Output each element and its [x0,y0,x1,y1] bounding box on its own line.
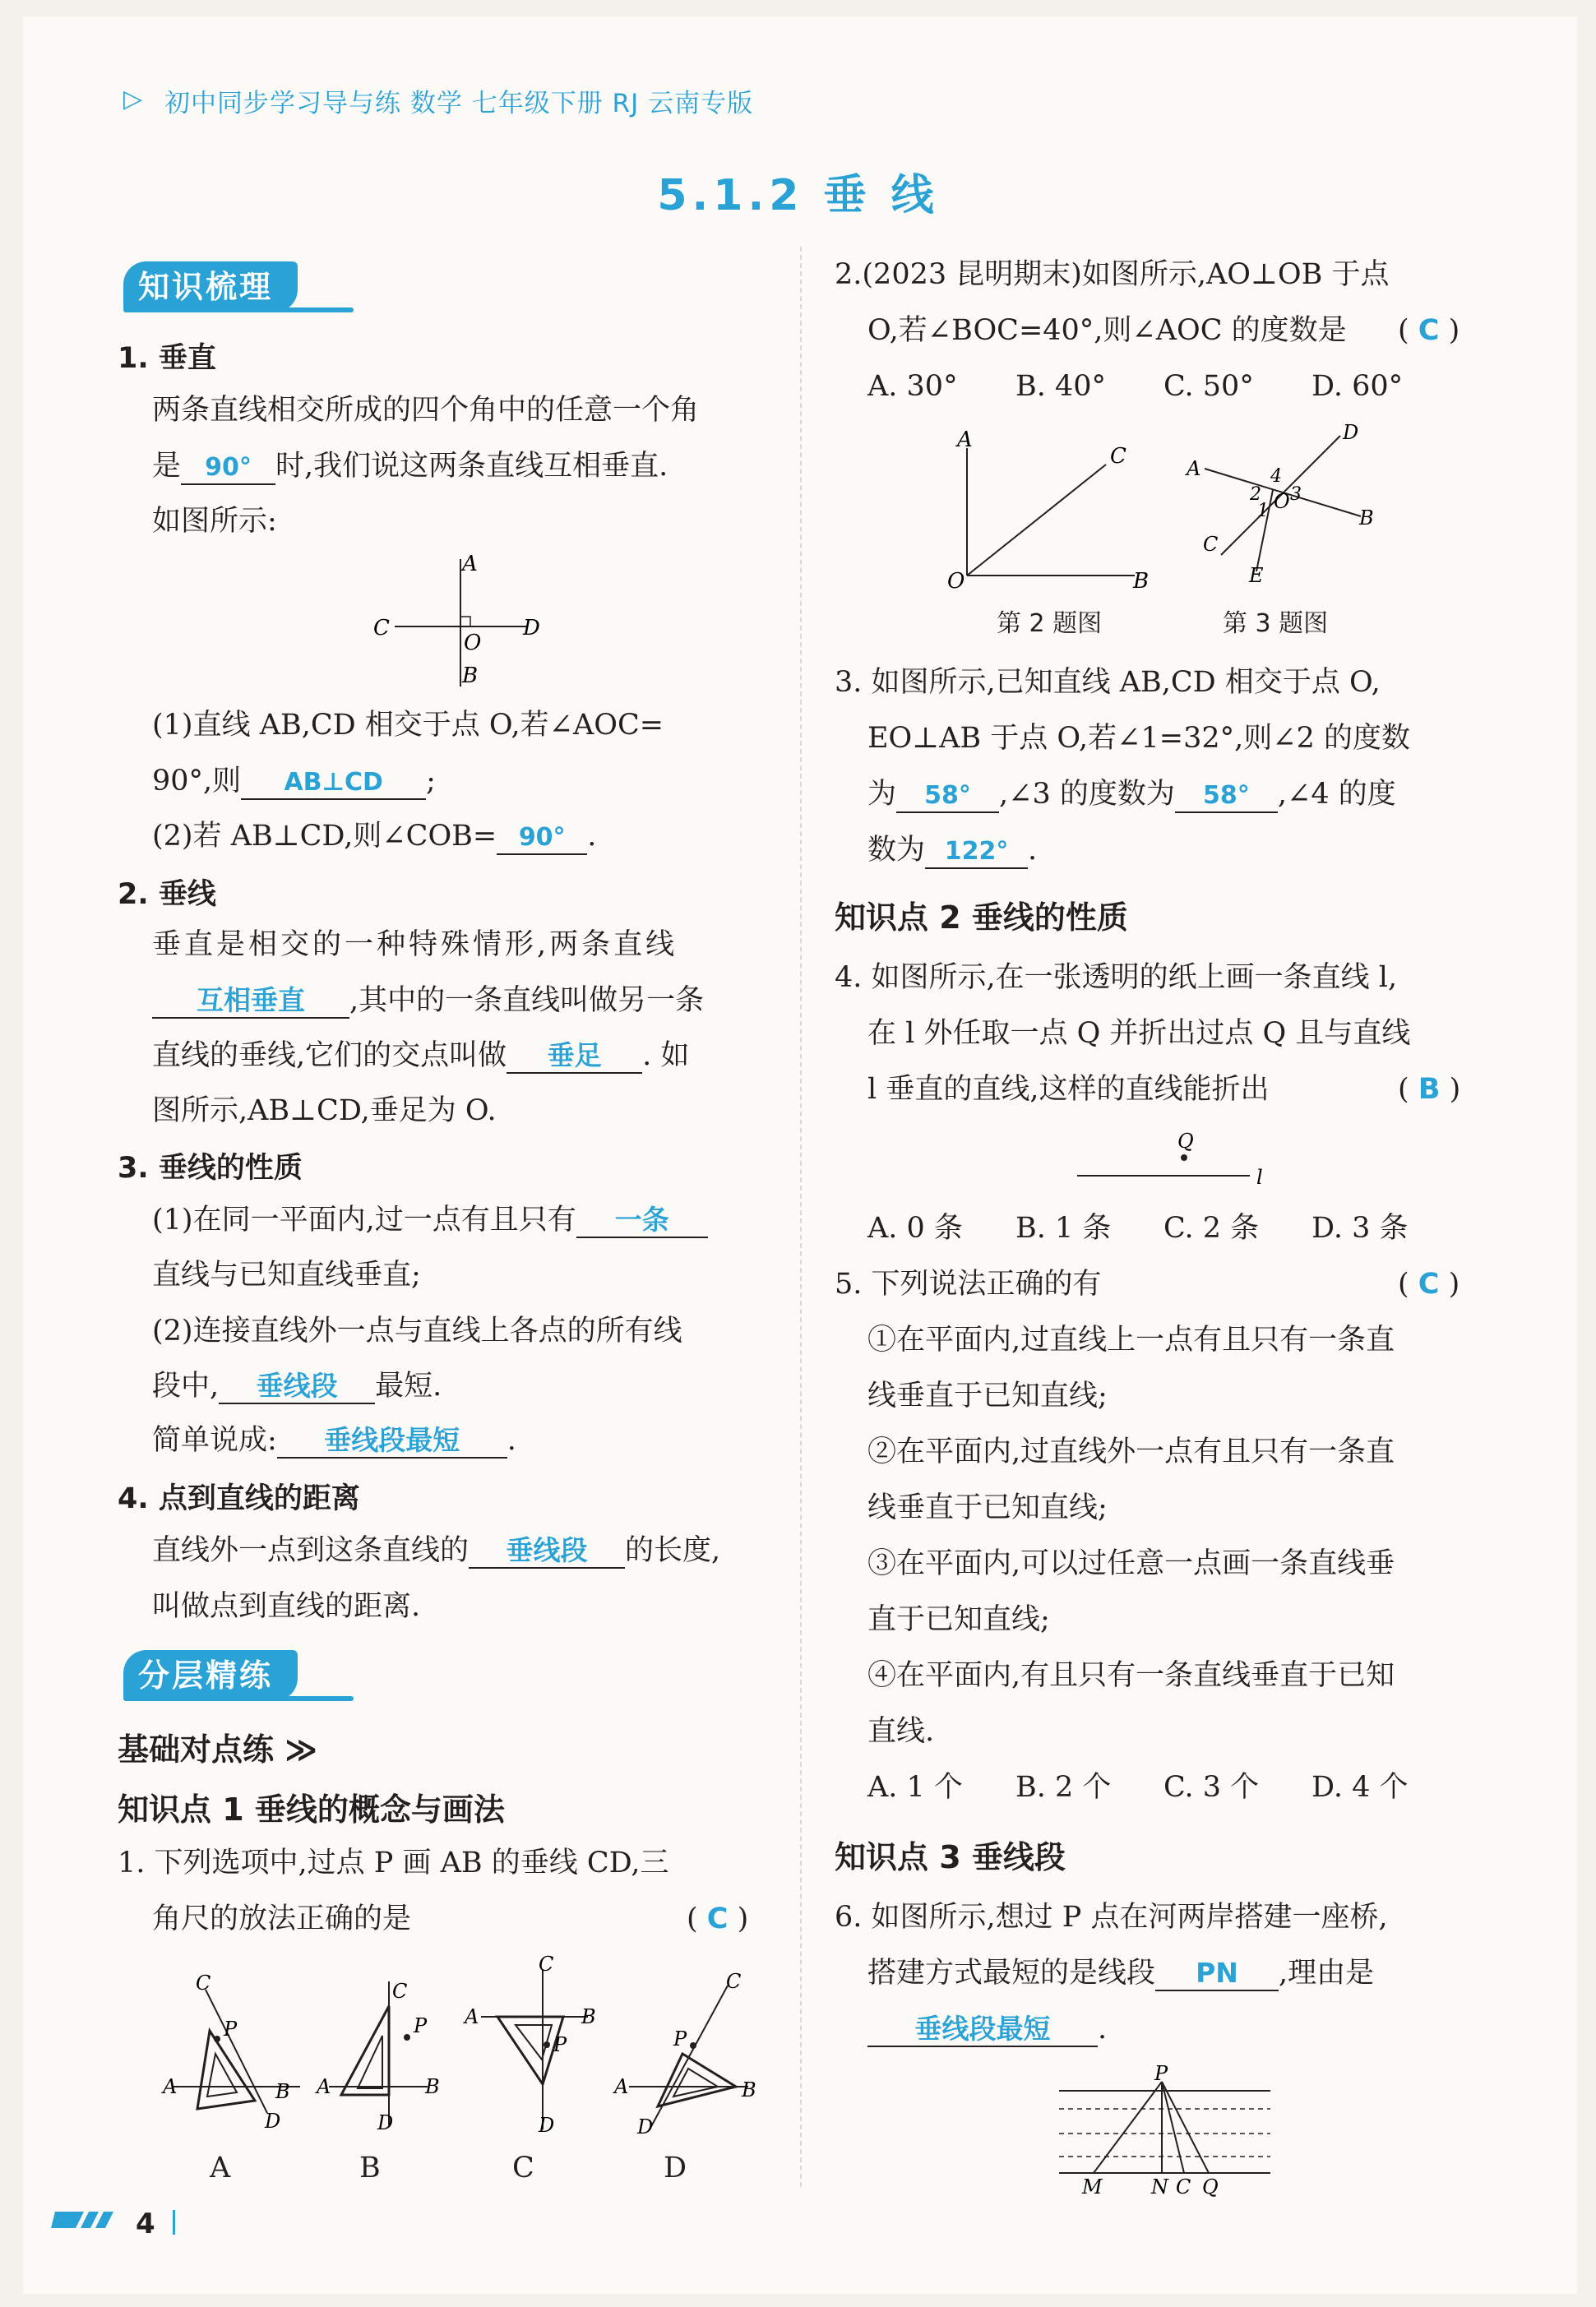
svg-text:2: 2 [1250,484,1261,505]
option-b-figure [317,1965,456,2138]
svg-text:1: 1 [1257,501,1269,521]
option-b-label: B [359,2152,381,2184]
answer-blank: AB⊥CD [241,767,426,800]
svg-text:A: A [957,428,973,452]
answer-blank: 互相垂直 [152,983,349,1019]
svg-text:B: B [1359,506,1374,529]
svg-text:D: D [523,616,540,640]
svg-text:Q: Q [1177,1130,1194,1153]
answer-blank: 58° [896,780,999,813]
knowledge-point-1: 知识点 1 垂线的概念与画法 [118,1792,505,1828]
option-a-label: A [210,2152,231,2184]
statement-line: ③在平面内,可以过任意一点画一条直线垂 [867,1547,1395,1580]
answer-blank: 58° [1175,780,1278,813]
svg-text:A: A [462,552,478,576]
svg-text:3: 3 [1290,484,1302,505]
option-c-label: C [512,2152,534,2184]
question-1-line: 1. 下列选项中,过点 P 画 AB 的垂线 CD,三 [118,1847,669,1879]
svg-text:D: D [1343,421,1359,444]
svg-text:C: C [539,1953,554,1976]
svg-text:C: C [196,1972,211,1995]
svg-text:P: P [673,2027,687,2050]
badge-underline [123,307,354,312]
question-2-option-a: A. 30° [867,370,958,403]
question-5-line: 5. 下列说法正确的有 [835,1268,1102,1301]
svg-text:D: D [539,2114,555,2137]
question-2-option-d: D. 60° [1311,370,1404,403]
paragraph-line: 两条直线相交所成的四个角中的任意一个角 [152,394,700,427]
svg-text:D: D [377,2111,394,2134]
svg-text:C: C [373,616,390,640]
figure-question-4 [1069,1125,1283,1190]
paragraph-line: 是 90° 时,我们说这两条直线互相垂直. [152,438,668,494]
svg-text:O: O [464,631,482,655]
question-2-line: O,若∠BOC=40°,则∠AOC 的度数是 [867,314,1347,347]
svg-text:B: B [742,2078,756,2101]
paragraph-line: 直线外一点到这条直线的 垂线段 的长度, [152,1523,720,1579]
answer-blank: 垂线段最短 [277,1423,507,1459]
svg-text:B: B [425,2075,440,2098]
svg-text:B: B [462,663,479,688]
option-d-label: D [664,2152,687,2184]
svg-text:C: C [1110,444,1126,469]
question-2-answer: ( C ) [1398,314,1460,347]
column-divider [800,247,802,2187]
question-5-option-d: D. 4 个 [1311,1771,1409,1804]
footer-stripe-icon [51,2208,117,2232]
svg-text:B: B [581,2005,596,2028]
question-5-answer: ( C ) [1398,1268,1460,1301]
svg-text:A: A [465,2005,479,2028]
statement-line: ①在平面内,过直线上一点有且只有一条直 [867,1324,1395,1357]
svg-text:A: A [1187,457,1201,480]
running-header: 初中同步学习导与练 数学 七年级下册 RJ 云南专版 [164,89,754,118]
svg-text:B: B [1133,569,1150,594]
section-badge-practice: 分层精练 [123,1650,298,1701]
paragraph-line: 简单说成: 垂线段最短 . [152,1412,516,1468]
question-4-line: l 垂直的直线,这样的直线能折出 [867,1073,1270,1106]
svg-text:M: M [1082,2175,1103,2198]
question-4-line: 4. 如图所示,在一张透明的纸上画一条直线 l, [835,961,1398,994]
answer-blank: PN [1155,1956,1279,1991]
svg-text:4: 4 [1270,466,1282,487]
heading-perpendicular: 1. 垂直 [118,342,216,375]
svg-text:Q: Q [1202,2175,1219,2198]
question-4-option-a: A. 0 条 [867,1212,963,1245]
svg-text:O: O [1274,490,1290,513]
svg-text:A: A [614,2075,629,2098]
question-3-line: 为 58° ,∠3 的度数为 58° ,∠4 的度 [867,766,1396,822]
section-badge-knowledge: 知识梳理 [123,261,298,312]
basic-practice-heading: 基础对点练 ≫ [118,1731,318,1768]
svg-text:C: C [1176,2175,1191,2198]
paragraph-line: 如图所示: [152,505,277,538]
answer-blank: 垂线段 [469,1533,625,1569]
svg-text:N: N [1151,2175,1168,2198]
page-number: 4 [136,2208,155,2240]
statement-line: 直于已知直线; [867,1603,1050,1636]
question-6-line: 搭建方式最短的是线段 PN ,理由是 [867,1945,1374,2001]
question-line: (1)直线 AB,CD 相交于点 O,若∠AOC= [152,709,664,742]
question-1-answer: ( C ) [687,1902,749,1935]
option-d-figure [613,1965,765,2138]
answer-blank: 90° [181,452,275,485]
question-5-option-c: C. 3 个 [1163,1771,1260,1804]
paragraph-line: 垂直是相交的一种特殊情形,两条直线 [152,928,678,961]
svg-text:P: P [224,2018,238,2041]
page-title: 5.1.2 垂 线 [657,171,939,220]
svg-text:A: A [163,2075,178,2098]
option-c-figure [465,1953,621,2138]
svg-text:A: A [317,2075,331,2098]
question-2-line: 2.(2023 昆明期末)如图所示,AO⊥OB 于点 [835,258,1390,291]
question-2-option-c: C. 50° [1163,370,1254,403]
answer-blank: 垂线段最短 [867,2012,1098,2047]
svg-text:B: B [275,2080,290,2103]
figure-question-2 [946,423,1168,596]
question-4-answer: ( B ) [1398,1073,1461,1106]
knowledge-point-3: 知识点 3 垂线段 [835,1839,1066,1875]
figure-question-3 [1180,419,1402,596]
paragraph-line: (1)在同一平面内,过一点有且只有 一条 [152,1192,708,1248]
question-4-option-b: B. 1 条 [1015,1212,1112,1245]
figure-question-6-river [1052,2062,1283,2198]
svg-text:E: E [1249,564,1264,587]
footer-divider [173,2210,175,2235]
question-5-option-b: B. 2 个 [1015,1771,1112,1804]
figure-caption: 第 3 题图 [1223,609,1329,638]
svg-text:l: l [1256,1166,1263,1189]
question-5-option-a: A. 1 个 [867,1771,963,1804]
header-arrow-icon: ▷ [123,85,143,113]
double-chevron-icon: ≫ [274,1731,318,1768]
svg-text:C: C [726,1970,742,1993]
question-6-line: 垂线段最短 . [867,2001,1107,2057]
answer-blank: 垂足 [507,1038,642,1074]
question-line: (2)若 AB⊥CD,则∠COB= 90° . [152,808,596,864]
answer-blank: 122° [925,836,1028,869]
paragraph-line: 段中, 垂线段 最短. [152,1358,442,1414]
paragraph-line: 直线的垂线,它们的交点叫做 垂足 . 如 [152,1028,689,1084]
question-4-option-c: C. 2 条 [1163,1212,1260,1245]
svg-text:C: C [392,1980,408,2003]
knowledge-point-2: 知识点 2 垂线的性质 [835,899,1128,936]
paragraph-line: (2)连接直线外一点与直线上各点的所有线 [152,1315,682,1348]
question-1-line: 角尺的放法正确的是 [152,1902,412,1935]
badge-underline [123,1696,354,1701]
question-4-line: 在 l 外任取一点 Q 并折出过点 Q 且与直线 [867,1017,1411,1050]
svg-text:P: P [553,2033,567,2056]
paragraph-line: 图所示,AB⊥CD,垂足为 O. [152,1094,497,1127]
perpendicular-figure [362,551,559,699]
question-line: 90°,则 AB⊥CD ; [152,753,436,809]
statement-line: 线垂直于已知直线; [867,1491,1108,1524]
question-3-line: 3. 如图所示,已知直线 AB,CD 相交于点 O, [835,666,1381,699]
statement-line: 直线. [867,1715,935,1748]
svg-text:P: P [414,2014,428,2037]
svg-text:P: P [1154,2062,1168,2085]
question-4-option-d: D. 3 条 [1311,1212,1409,1245]
answer-blank: 垂线段 [219,1369,375,1404]
heading-perpendicular-line: 2. 垂线 [118,878,216,911]
statement-line: 线垂直于已知直线; [867,1380,1108,1412]
paragraph-line: 叫做点到直线的距离. [152,1590,421,1623]
heading-properties: 3. 垂线的性质 [118,1152,303,1185]
answer-blank: 一条 [576,1203,708,1238]
question-2-option-b: B. 40° [1015,370,1107,403]
heading-distance: 4. 点到直线的距离 [118,1482,360,1515]
svg-text:C: C [1203,533,1219,556]
figure-caption: 第 2 题图 [997,609,1103,638]
question-3-line: 数为 122° . [867,822,1037,878]
svg-text:O: O [947,569,965,594]
svg-text:D: D [637,2115,654,2138]
statement-line: ②在平面内,过直线外一点有且只有一条直 [867,1436,1395,1468]
paragraph-line: 直线与已知直线垂直; [152,1259,421,1292]
statement-line: ④在平面内,有且只有一条直线垂直于已知 [867,1659,1395,1692]
question-3-line: EO⊥AB 于点 O,若∠1=32°,则∠2 的度数 [867,722,1410,755]
svg-text:D: D [265,2110,281,2133]
answer-blank: 90° [497,822,587,855]
question-6-line: 6. 如图所示,想过 P 点在河两岸搭建一座桥, [835,1901,1388,1934]
paragraph-line: 互相垂直 ,其中的一条直线叫做另一条 [152,973,704,1029]
option-a-figure [164,1965,304,2138]
